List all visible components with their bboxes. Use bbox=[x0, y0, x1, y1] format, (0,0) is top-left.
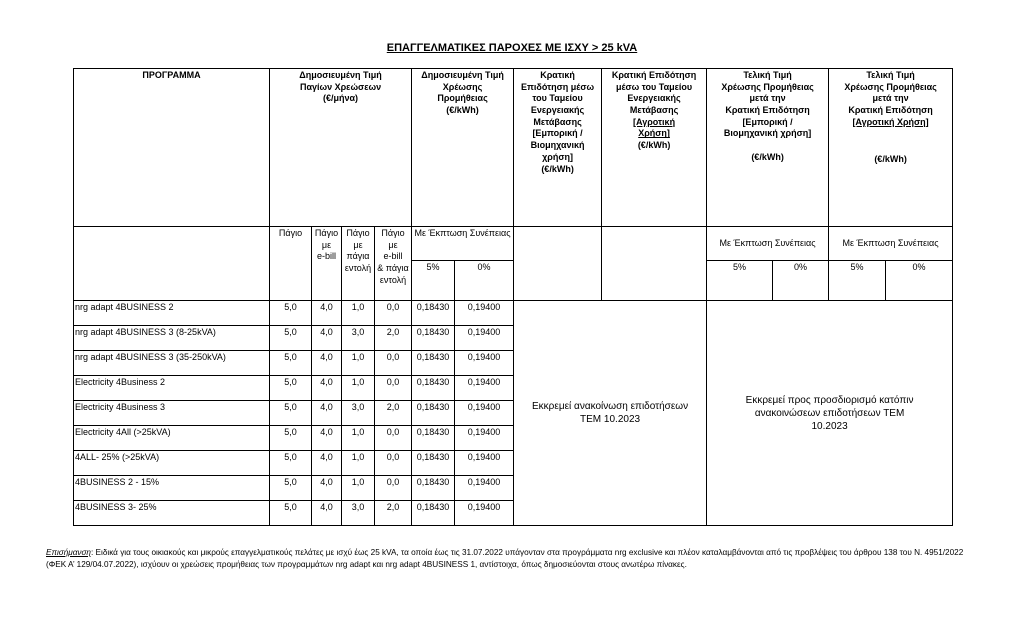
supply-pct-0: 0% bbox=[455, 261, 514, 301]
subsidy-commercial-subheader-blank bbox=[514, 227, 602, 301]
footnote bbox=[46, 547, 981, 571]
pagio-header: Πάγιο bbox=[270, 227, 312, 301]
pagio-entoli-value: 1,0 bbox=[342, 451, 375, 476]
pagio-entoli-header: Πάγιο με πάγια εντολή bbox=[342, 227, 375, 301]
charge-0-value: 0,19400 bbox=[455, 301, 514, 326]
pagio-ebill-value: 4,0 bbox=[312, 376, 342, 401]
pagio-entoli-value: 3,0 bbox=[342, 401, 375, 426]
footnote-label: Επισήμανση bbox=[46, 548, 91, 557]
charge-5-value: 0,18430 bbox=[412, 476, 455, 501]
pagio-entoli-value: 1,0 bbox=[342, 301, 375, 326]
program-name: Electricity 4Business 3 bbox=[74, 401, 270, 426]
pagio-value: 5,0 bbox=[270, 426, 312, 451]
table-row bbox=[74, 301, 953, 326]
pagio-ebill-value: 4,0 bbox=[312, 301, 342, 326]
pending-final-note: Εκκρεμεί προς προσδιορισμό κατόπιν ανακοινώσεων επιδοτήσεων ΤΕΜ 10.2023 bbox=[707, 301, 953, 526]
final-commercial-pct-5: 5% bbox=[707, 261, 773, 301]
pagio-both-value: 0,0 bbox=[375, 476, 412, 501]
pagio-both-value: 0,0 bbox=[375, 426, 412, 451]
charge-0-value: 0,19400 bbox=[455, 401, 514, 426]
program-name: nrg adapt 4BUSINESS 2 bbox=[74, 301, 270, 326]
program-name: 4BUSINESS 3- 25% bbox=[74, 501, 270, 526]
program-name: 4ALL- 25% (>25kVA) bbox=[74, 451, 270, 476]
program-name: nrg adapt 4BUSINESS 3 (35-250kVA) bbox=[74, 351, 270, 376]
pagio-both-header: Πάγιο με e-bill & πάγια εντολή bbox=[375, 227, 412, 301]
charge-5-value: 0,18430 bbox=[412, 326, 455, 351]
pagio-value: 5,0 bbox=[270, 451, 312, 476]
subsidy-agri-subheader-blank bbox=[602, 227, 707, 301]
final-commercial-discount-header: Με Έκπτωση Συνέπειας bbox=[707, 227, 829, 261]
final-commercial-header: Τελική Τιμή Χρέωσης Προμήθειας μετά την Κρατική Επιδότηση [Εμπορική / Βιομηχανική χρήση] (€/kWh) bbox=[707, 69, 829, 227]
pagio-both-value: 0,0 bbox=[375, 351, 412, 376]
pagio-value: 5,0 bbox=[270, 326, 312, 351]
pagio-entoli-value: 1,0 bbox=[342, 351, 375, 376]
supply-pct-5: 5% bbox=[412, 261, 455, 301]
pagio-value: 5,0 bbox=[270, 501, 312, 526]
program-header: ΠΡΟΓΡΑΜΜΑ bbox=[74, 69, 270, 227]
subsidy-commercial-header: Κρατική Επιδότηση μέσω του Ταμείου Ενεργειακής Μετάβασης [Εμπορική / Βιομηχανική χρήση] (€/kWh) bbox=[514, 69, 602, 227]
final-agri-header: Τελική Τιμή Χρέωσης Προμήθειας μετά την Κρατική Επιδότηση [Αγροτική Χρήση] (€/kWh) bbox=[829, 69, 953, 227]
pagio-both-value: 2,0 bbox=[375, 501, 412, 526]
pagio-entoli-value: 1,0 bbox=[342, 426, 375, 451]
pagio-ebill-value: 4,0 bbox=[312, 326, 342, 351]
charge-5-value: 0,18430 bbox=[412, 376, 455, 401]
charge-0-value: 0,19400 bbox=[455, 376, 514, 401]
charge-0-value: 0,19400 bbox=[455, 476, 514, 501]
charge-0-value: 0,19400 bbox=[455, 426, 514, 451]
subheader-row bbox=[74, 227, 953, 261]
pagio-value: 5,0 bbox=[270, 376, 312, 401]
program-name: 4BUSINESS 2 - 15% bbox=[74, 476, 270, 501]
charge-5-value: 0,18430 bbox=[412, 351, 455, 376]
pagio-ebill-value: 4,0 bbox=[312, 451, 342, 476]
supply-discount-header: Με Έκπτωση Συνέπειας bbox=[412, 227, 514, 261]
pagio-ebill-header: Πάγιο με e-bill bbox=[312, 227, 342, 301]
pagio-entoli-value: 1,0 bbox=[342, 476, 375, 501]
charge-5-value: 0,18430 bbox=[412, 426, 455, 451]
final-commercial-pct-0: 0% bbox=[773, 261, 829, 301]
pagio-entoli-value: 1,0 bbox=[342, 376, 375, 401]
pagio-ebill-value: 4,0 bbox=[312, 501, 342, 526]
program-subheader-blank bbox=[74, 227, 270, 301]
pagio-ebill-value: 4,0 bbox=[312, 426, 342, 451]
pending-subsidy-note: Εκκρεμεί ανακοίνωση επιδοτήσεων ΤΕΜ 10.2023 bbox=[514, 301, 707, 526]
charge-0-value: 0,19400 bbox=[455, 326, 514, 351]
footnote-text: : Ειδικά για τους οικιακούς και μικρούς επαγγελματικούς πελάτες με ισχύ έως 25 kVA, τα οποία έως τις 31.07.2022 υπάγονταν στα προγράμματα nrg exclusive και πλέον καταλαμβάνονται από τις προβλέψεις του άρθρου 138 του Ν. 4951/2022 (ΦΕΚ Α’ 129/04.07.2022), ισχύουν οι χρεώσεις προμήθειας των προγραμμάτων nrg adapt και nrg adapt 4BUSINESS 1, αντίστοιχα, όπως δημοσιεύονται στους ανωτέρω πίνακες. bbox=[46, 548, 964, 569]
final-agri-pct-0: 0% bbox=[886, 261, 953, 301]
final-agri-pct-5: 5% bbox=[829, 261, 886, 301]
pagio-both-value: 0,0 bbox=[375, 451, 412, 476]
pagio-value: 5,0 bbox=[270, 301, 312, 326]
pagio-value: 5,0 bbox=[270, 351, 312, 376]
pagio-both-value: 0,0 bbox=[375, 301, 412, 326]
charge-0-value: 0,19400 bbox=[455, 351, 514, 376]
header-row bbox=[74, 69, 953, 227]
pagio-entoli-value: 3,0 bbox=[342, 501, 375, 526]
fixed-charges-header: Δημοσιευμένη Τιμή Παγίων Χρεώσεων (€/μήνα) bbox=[270, 69, 412, 227]
charge-5-value: 0,18430 bbox=[412, 301, 455, 326]
charge-5-value: 0,18430 bbox=[412, 501, 455, 526]
program-name: Electricity 4All (>25kVA) bbox=[74, 426, 270, 451]
charge-5-value: 0,18430 bbox=[412, 401, 455, 426]
final-agri-discount-header: Με Έκπτωση Συνέπειας bbox=[829, 227, 953, 261]
pagio-ebill-value: 4,0 bbox=[312, 401, 342, 426]
pagio-both-value: 2,0 bbox=[375, 326, 412, 351]
subsidy-agri-header: Κρατική Επιδότηση μέσω του Ταμείου Ενεργειακής Μετάβασης [Αγροτική Χρήση] (€/kWh) bbox=[602, 69, 707, 227]
pricing-table bbox=[73, 68, 953, 526]
pagio-value: 5,0 bbox=[270, 476, 312, 501]
charge-0-value: 0,19400 bbox=[455, 501, 514, 526]
charge-0-value: 0,19400 bbox=[455, 451, 514, 476]
supply-charge-header: Δημοσιευμένη Τιμή Χρέωσης Προμήθειας (€/kWh) bbox=[412, 69, 514, 227]
pagio-ebill-value: 4,0 bbox=[312, 351, 342, 376]
pagio-both-value: 2,0 bbox=[375, 401, 412, 426]
program-name: nrg adapt 4BUSINESS 3 (8-25kVA) bbox=[74, 326, 270, 351]
charge-5-value: 0,18430 bbox=[412, 451, 455, 476]
pagio-ebill-value: 4,0 bbox=[312, 476, 342, 501]
pagio-value: 5,0 bbox=[270, 401, 312, 426]
pagio-both-value: 0,0 bbox=[375, 376, 412, 401]
program-name: Electricity 4Business 2 bbox=[74, 376, 270, 401]
pagio-entoli-value: 3,0 bbox=[342, 326, 375, 351]
page-title: ΕΠΑΓΓΕΛΜΑΤΙΚΕΣ ΠΑΡΟΧΕΣ ΜΕ ΙΣΧΥ > 25 kVA bbox=[386, 42, 638, 54]
